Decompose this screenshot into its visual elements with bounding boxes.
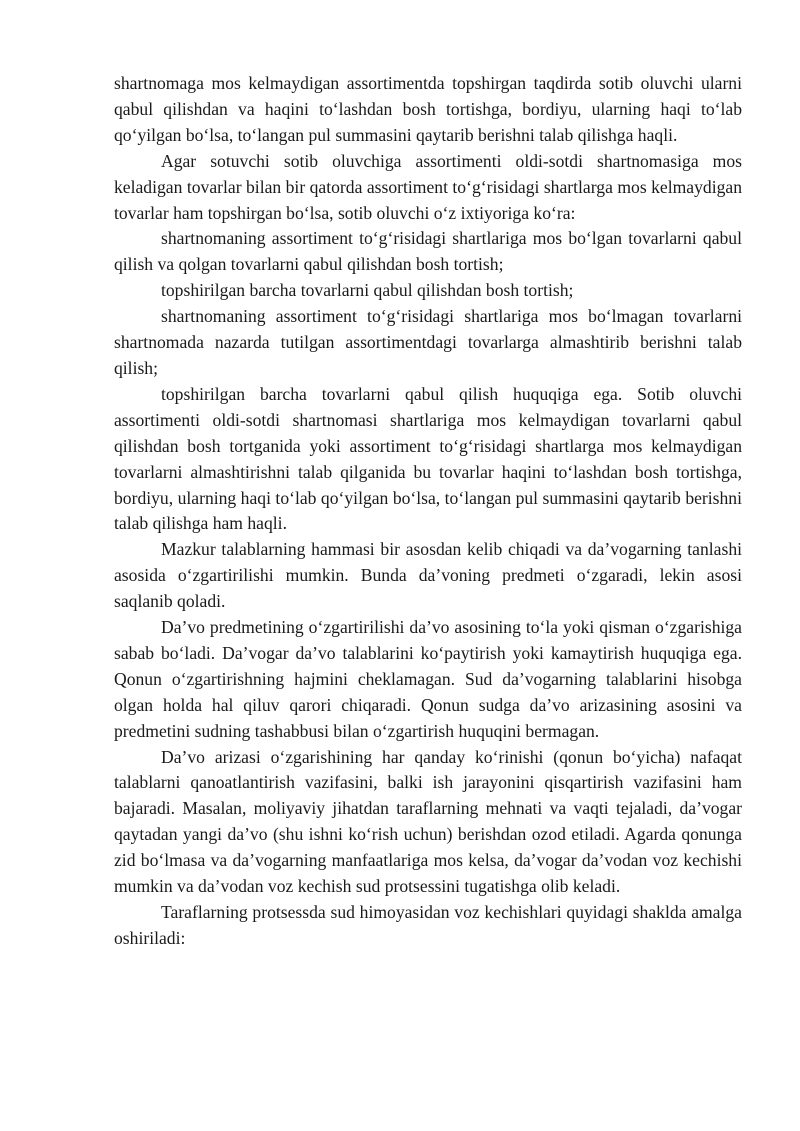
paragraph-3: shartnomaning assortiment to‘g‘risidagi shartlariga mos bo‘lgan tovarlarni qabul qilish va qolgan tovarlarni qabul qilishdan bosh tortish; — [114, 228, 742, 275]
paragraph-10: Taraflarning protsessda sud himoyasidan voz kechishlari quyidagi shaklda amalga oshiriladi: — [114, 902, 742, 948]
paragraph-7: Mazkur talablarning hammasi bir asosdan kelib chiqadi va da’vogarning tanlashi asosida o‘zgartirilishi mumkin. Bunda da’voning predmeti o‘zgaradi, lekin asosi saqlanib qoladi. — [114, 539, 742, 612]
paragraph-8: Da’vo predmetining o‘zgartirilishi da’vo asosining to‘la yoki qisman o‘zgarishiga sabab bo‘ladi. Da’vogar da’vo talablarini ko‘paytirish yoki kamaytirish huquqiga ega. Qonun o‘zgartirishning hajmini cheklamagan. Sud da’vogarning talablarini hisobga olgan holda hal qiluv qarori chiqaradi. Qonun sudga da’vo arizasining asosini va predmetini sudning tashabbusi bilan o‘zgartirish huquqini bermagan. — [114, 617, 742, 741]
document-page — [114, 71, 742, 952]
paragraph-1: shartnomaga mos kelmaydigan assortimentda topshirgan taqdirda sotib oluvchi ularni qabul qilishdan va haqini to‘lashdan bosh tortishga, bordiyu, ularning haqi to‘lab qo‘yilgan bo‘lsa, to‘langan pul summasini qaytarib berishni talab qilishga haqli. — [114, 73, 742, 145]
paragraph-2: Agar sotuvchi sotib oluvchiga assortimenti oldi-sotdi shartnomasiga mos keladigan tovarlar bilan bir qatorda assortiment to‘g‘risidagi shartlarga mos kelmaydigan tovarlar ham topshirgan bo‘lsa, sotib oluvchi o‘z ixtiyoriga ko‘ra: — [114, 150, 742, 223]
paragraph-9: Da’vo arizasi o‘zgarishining har qanday ko‘rinishi (qonun bo‘yicha) nafaqat talablarni qanoatlantirish vazifasini, balki ish jarayonini qisqartirish vazifasini ham bajaradi. Masalan, moliyaviy jihatdan taraflarning mehnati va vaqti tejaladi, da’vogar qaytadan yangi da’vo (shu ishni ko‘rish uchun) berishdan ozod etiladi. Agarda qonunga zid bo‘lmasa va da’vogarning manfaatlariga mos kelsa, da’vogar da’vodan voz kechishi mumkin va da’vodan voz kechish sud protsessini tugatishga olib keladi. — [114, 746, 742, 897]
paragraph-5: shartnomaning assortiment to‘g‘risidagi shartlariga mos bo‘lmagan tovarlarni shartnomada nazarda tutilgan assortimentdagi tovarlarga almashtirib berishni talab qilish; — [114, 306, 742, 378]
paragraph-6: topshirilgan barcha tovarlarni qabul qilish huquqiga ega. Sotib oluvchi assortimenti oldi-sotdi shartnomasi shartlariga mos kelmaydigan tovarlarni qabul qilishdan bosh tortganida yoki assortiment to‘g‘risidagi shartlarga mos kelmaydigan tovarlarni almashtirishni talab qilganida bu tovarlar haqini to‘lashdan bosh tortishga, bordiyu, ularning haqi to‘lab qo‘yilgan bo‘lsa, to‘langan pul summasini qaytarib berishni talab qilishga ham haqli. — [114, 383, 742, 534]
paragraph-4: topshirilgan barcha tovarlarni qabul qilishdan bosh tortish; — [161, 280, 574, 301]
